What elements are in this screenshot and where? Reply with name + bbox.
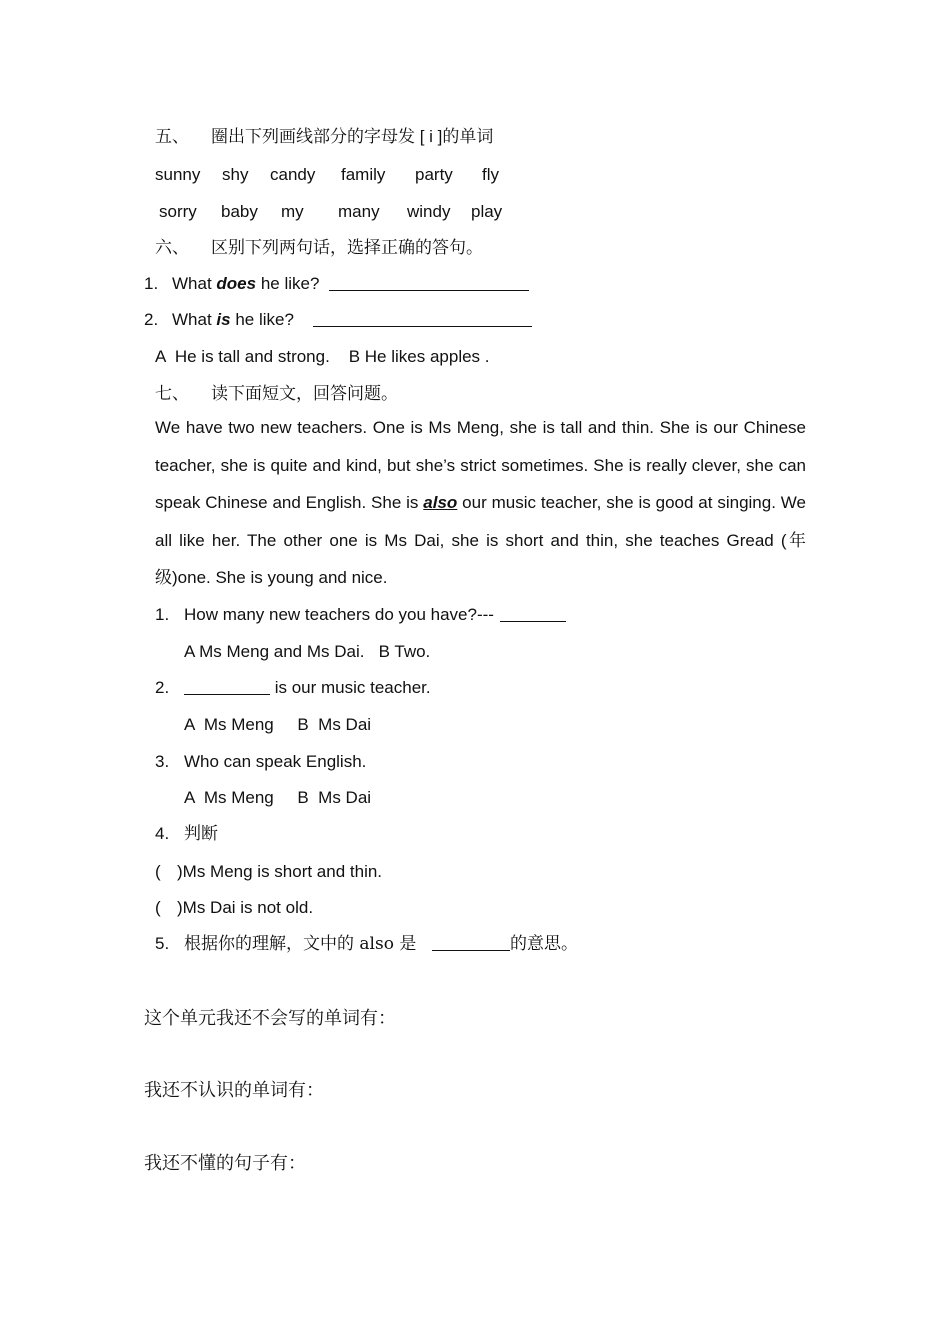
reflection-words-unknown: 我还不认识的单词有：: [144, 1080, 324, 1101]
reading-q3-options: A Ms Meng B Ms Dai: [184, 788, 372, 807]
q2-answer-blank[interactable]: [313, 310, 532, 327]
section6-number: 六、: [155, 238, 189, 258]
word-party: party: [415, 165, 453, 184]
passage-part2: our music teacher, she is good at singing. We all like her. The other one is Ms Dai, she is short and thin, she teaches Gread (年级)one. She is young and nice.: [155, 493, 806, 587]
reading-q5-pre: 根据你的理解，文中的 also 是: [184, 934, 417, 954]
reading-q3-text: Who can speak English.: [184, 752, 367, 771]
q1-emphasis: does: [216, 274, 257, 293]
judge-1-paren: (: [155, 862, 161, 881]
section5-title: [211, 126, 493, 148]
reading-q3-number: 3.: [155, 752, 170, 771]
section5-title-text: 圈出下列画线部分的字母发: [211, 127, 415, 147]
word-play: play: [471, 202, 503, 221]
q2-post: he like?: [230, 310, 294, 329]
reading-q1-number: 1.: [155, 605, 170, 624]
reading-q5-number: 5.: [155, 934, 170, 953]
judge-2-paren: (: [155, 898, 161, 917]
word-baby: baby: [221, 202, 258, 221]
word-shy: shy: [222, 165, 249, 184]
reading-q2-blank[interactable]: [184, 678, 270, 695]
word-sorry: sorry: [159, 202, 197, 221]
reading-q5-blank[interactable]: [432, 934, 510, 951]
reading-q2-text: is our music teacher.: [270, 678, 431, 697]
section5-number: 五、: [155, 127, 189, 147]
word-fly: fly: [482, 165, 499, 184]
q1-pre: What: [172, 274, 217, 293]
q2-emphasis: is: [216, 310, 231, 329]
section6-options: A He is tall and strong. B He likes apples .: [155, 347, 490, 366]
word-family: family: [341, 165, 386, 184]
q2-pre: What: [172, 310, 217, 329]
judge-2-text: )Ms Dai is not old.: [177, 898, 314, 917]
reflection-sentences-unknown: 我还不懂的句子有：: [144, 1153, 306, 1174]
reading-passage: [155, 409, 806, 597]
section7-title: 读下面短文，回答问题。: [211, 384, 398, 404]
reading-q1-text: How many new teachers do you have?---: [184, 605, 494, 624]
section6-q1-number: 1.: [144, 274, 159, 293]
reading-q2-number: 2.: [155, 678, 170, 697]
reading-q2-options: A Ms Meng B Ms Dai: [184, 715, 372, 734]
q1-post: he like?: [256, 274, 320, 293]
judge-1-text: )Ms Meng is short and thin.: [177, 862, 383, 881]
section5-phonetic: [ i ]: [419, 127, 443, 146]
reading-q5-post: 的意思。: [510, 934, 578, 954]
passage-emphasis: also: [423, 493, 458, 512]
word-windy: windy: [407, 202, 451, 221]
word-many: many: [338, 202, 380, 221]
section6-q2: [172, 309, 294, 331]
reading-q4-number: 4.: [155, 824, 170, 843]
word-candy: candy: [270, 165, 316, 184]
section7-number: 七、: [155, 384, 189, 404]
passage-part1: We have two new teachers. One is Ms Meng, she is tall and thin. She is our Chinese teacher, she is quite and kind, but she’s strict sometimes. She is really clever, she can speak Chinese and English. She is: [155, 418, 806, 512]
word-sunny: sunny: [155, 165, 201, 184]
section6-title: 区别下列两句话，选择正确的答句。: [211, 238, 483, 258]
reading-q1-options: A Ms Meng and Ms Dai. B Two.: [184, 642, 431, 661]
section6-q2-number: 2.: [144, 310, 159, 329]
reading-q4-text: 判断: [184, 824, 218, 844]
reflection-words-cannot-write: 这个单元我还不会写的单词有：: [144, 1008, 396, 1029]
section5-title-tail: 的单词: [442, 127, 494, 147]
section6-q1: [172, 273, 319, 295]
word-my: my: [281, 202, 304, 221]
reading-q1-blank[interactable]: [500, 605, 566, 622]
q1-answer-blank[interactable]: [329, 274, 529, 291]
